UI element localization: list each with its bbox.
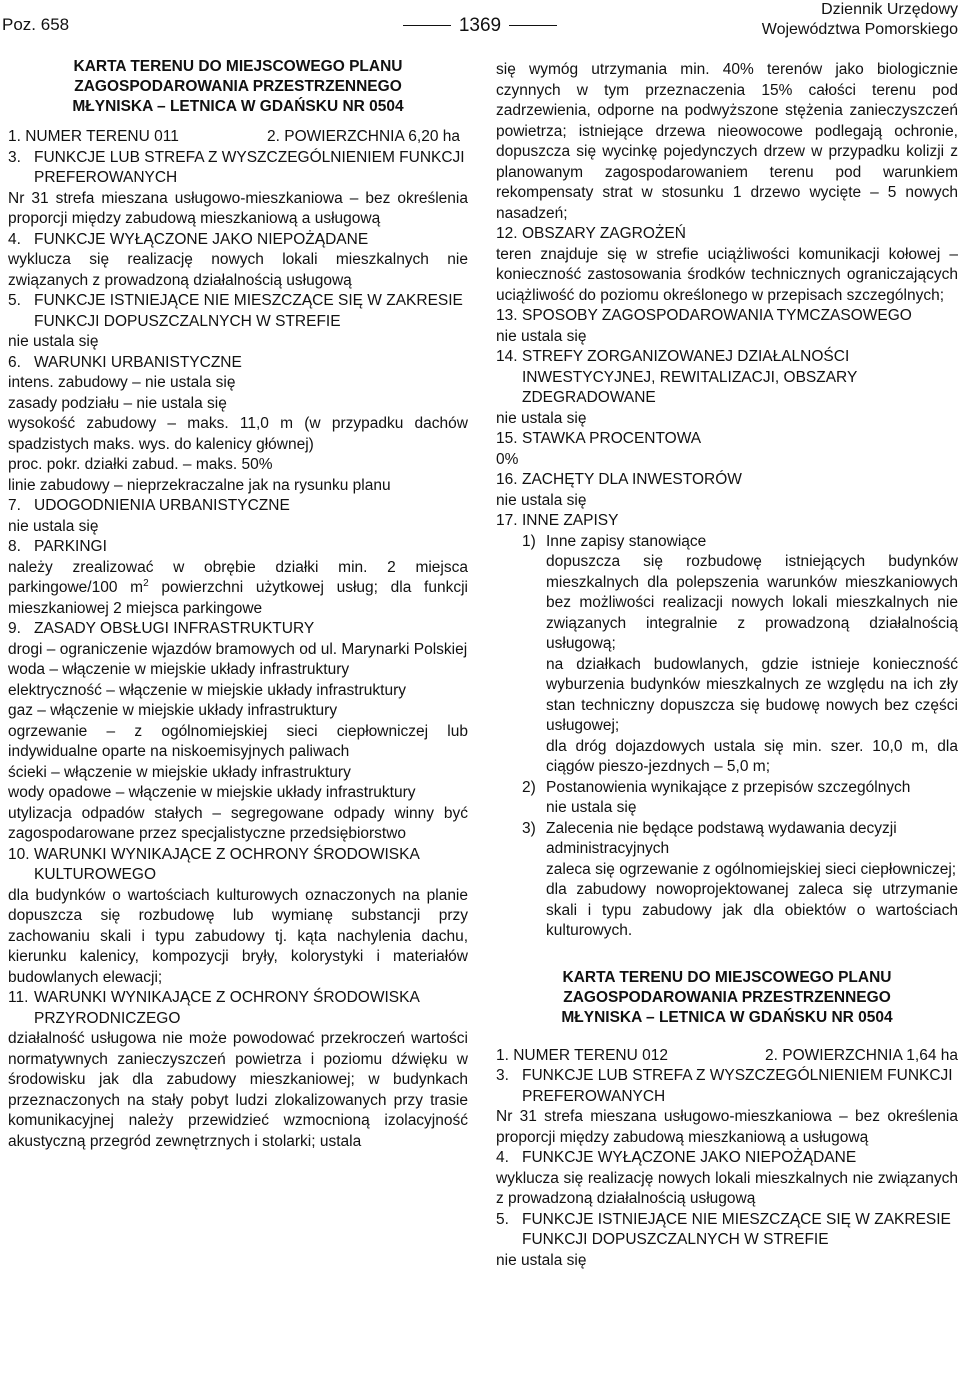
item-3: 3. FUNKCJE LUB STREFA Z WYSZCZEGÓLNIENIEM FUNKCJI PREFEROWANYCH Nr 31 strefa mieszana usługowo-mieszkaniowa – bez określenia proporcji między zabudową mieszkaniową a usługową bbox=[8, 148, 468, 227]
item-3-second: 3. FUNKCJE LUB STREFA Z WYSZCZEGÓLNIENIEM FUNKCJI PREFEROWANYCH Nr 31 strefa mieszana usługowo-mieszkaniowa – bez określenia proporcji między zabudową mieszkaniową a usługową bbox=[496, 1067, 958, 1146]
item-10: 10. WARUNKI WYNIKAJĄCE Z OCHRONY ŚRODOWISKA KULTUROWEGO dla budynków o wartościach kulturowych oznaczonych na planie dopuszcza się rozbudowę lub wymianę substancji przy zachowaniu skali i typu zabudowy tj. kąta nachylenia dachu, kierunku kalenicy, kompozycji bryły, kolorystyki i materiałów budowlanych elewacji; bbox=[8, 845, 468, 986]
item-14: 14. STREFY ZORGANIZOWANEJ DZIAŁALNOŚCI INWESTYCYJNEJ, REWITALIZACJI, OBSZARY ZDEGRADOWANE nie ustala się bbox=[496, 348, 858, 427]
item-17-sub-3: 3) Zalecenia nie będące podstawą wydawania decyzji administracyjnych zaleca się ogrzewanie z ogólnomiejskiej sieci ciepłowniczej; dla zabudowy nowoprojektowanej zaleca się utrzymanie skali i typu zabudowy jak dla obiektów o wartościach kulturowych. bbox=[522, 819, 958, 939]
item-5: 5. FUNKCJE ISTNIEJĄCE NIE MIESZCZĄCE SIĘ W ZAKRESIE FUNKCJI DOPUSZCZALNYCH W STREFIE nie ustala się bbox=[8, 292, 463, 350]
item-17: 17. INNE ZAPISY 1) Inne zapisy stanowiące dopuszcza się rozbudowę istniejących budynków mieszkalnych dla polepszenia warunków mieszkaniowych bez możliwości realizacji nowych lokali mieszkalnych nie związanych integralnie z prowadzoną działalnością usługową; na działkach budowlanych, gdzie istnieje konieczność wyburzenia budynków mieszkalnych ze względu na ich zły stan techniczny dopuszcza się budowę nowych bez części usługowej; dla dróg dojazdowych ustala się min. szer. 10,0 m, dla ciągów pieszo-jezdnych – 5,0 m; 2) Postanowienia wynikające z przepisów szczególnych nie ustala się 3) Zalecenia nie będące podstawą wydawania decyzji administracyjnych zaleca się ogrzewanie z ogólnomiejskiej sieci ciepłowniczej; dla zabudowy nowoprojektowanej zaleca się utrzymanie skali i typu zabudowy jak dla obiektów o wartościach kulturowych. bbox=[496, 511, 958, 942]
item-9: 9. ZASADY OBSŁUGI INFRASTRUKTURY drogi – ograniczenie wjazdów bramowych od ul. Marynarki Polskiej woda – włączenie w miejskie układy infrastruktury elektryczność – włączenie w miejskie układy infrastruktury gaz – włączenie w miejskie układy infrastruktury ogrzewanie – z ogólnomiejskiej sieci ciepłowniczej lub indywidualne oparte na niskoemisyjnych paliwach ścieki – włączenie w miejskie układy infrastruktury wody opadowe – włączenie w miejskie układy infrastruktury utylizacja odpadów stałych – segregowane odpady winny być zagospodarowane przez specjalistyczne przedsiębiorstwo bbox=[8, 620, 468, 842]
right-column bbox=[496, 60, 958, 1271]
page-header bbox=[0, 0, 960, 44]
item-5-second: 5. FUNKCJE ISTNIEJĄCE NIE MIESZCZĄCE SIĘ W ZAKRESIE FUNKCJI DOPUSZCZALNYCH W STREFIE nie ustala się bbox=[496, 1210, 951, 1269]
item-2-second: 2. POWIERZCHNIA 1,64 ha bbox=[765, 1046, 958, 1064]
item-2: 2. POWIERZCHNIA 6,20 ha bbox=[267, 128, 460, 145]
item-4: 4. FUNKCJE WYŁĄCZONE JAKO NIEPOŻĄDANE wyklucza się realizację nowych lokali mieszkalnych nie związanych z prowadzoną działalnością usługową bbox=[8, 230, 468, 289]
item-4-second: 4. FUNKCJE WYŁĄCZONE JAKO NIEPOŻĄDANE wyklucza się realizację nowych lokali mieszkalnych nie związanych z prowadzoną działalnością usługową bbox=[496, 1149, 958, 1207]
item-17-sub-1: 1) Inne zapisy stanowiące dopuszcza się rozbudowę istniejących budynków mieszkalnych dla polepszenia warunków mieszkaniowych bez możliwości realizacji nowych lokali mieszkalnych nie związanych integralnie z prowadzoną działalnością usługową; na działkach budowlanych, gdzie istnieje konieczność wyburzenia budynków mieszkalnych ze względu na ich zły stan techniczny dopuszcza się budowę nowych bez części usługowej; dla dróg dojazdowych ustala się min. szer. 10,0 m, dla ciągów pieszo-jezdnych – 5,0 m; bbox=[522, 532, 958, 775]
item-1-2-second bbox=[496, 1046, 958, 1067]
item-11: 11. WARUNKI WYNIKAJĄCE Z OCHRONY ŚRODOWISKA PRZYRODNICZEGO działalność usługowa nie może powodować przekroczeń wartości normatywnych zanieczyszczeń powietrza i poziomu dźwięku w środowisku jak dla zabudowy mieszkaniowej; w budynkach przeznaczonych na stały pobyt ludzi zlokalizowanych przy trasie komunikacyjnej należy przewidzieć wzmocnioną izolacyjność akustyczną przegród zewnętrznych i stolarki; ustala bbox=[8, 989, 468, 1150]
item-17-sub-2: 2) Postanowienia wynikające z przepisów szczególnych nie ustala się bbox=[522, 778, 911, 816]
item-1-second: 1. NUMER TERENU 012 bbox=[496, 1046, 668, 1064]
item-1: 1. NUMER TERENU 011 bbox=[8, 128, 179, 145]
item-12: 12. OBSZARY ZAGROŻEŃ teren znajduje się w strefie uciążliwości komunikacji kołowej – konieczność zastosowania środków technicznych ograniczających uciążliwość do poziomu określonego w przepisach szczególnych; bbox=[496, 225, 958, 304]
item-7: 7. UDOGODNIENIA URBANISTYCZNE nie ustala się bbox=[8, 497, 290, 535]
page-number: 1369 bbox=[0, 15, 960, 37]
item-13: 13. SPOSOBY ZAGOSPODAROWANIA TYMCZASOWEGO nie ustala się bbox=[496, 307, 912, 345]
position-number: Poz. 658 bbox=[2, 15, 70, 34]
journal-name: Dziennik Urzędowy Województwa Pomorskiego bbox=[761, 1, 958, 38]
item-1-2 bbox=[8, 127, 468, 148]
item-11-continued: się wymóg utrzymania min. 40% terenów jako biologicznie czynnych w tym przeznaczenia 15% całości terenu pod zadrzewienia, odporne na podwyższone stężenia zanieczyszczeń powietrza; istniejące drzewa nieowocowe podlegają ochronie, dopuszcza się wycinkę pojedynczych drzew w przypadku kolizji z planowanym zagospodarowaniem terenu pod warunkiem rekompensaty strat w stosunku 1 drzewo wycięte – 5 nowych nasadzeń; bbox=[496, 61, 958, 222]
item-15: 15. STAWKA PROCENTOWA 0% bbox=[496, 430, 702, 468]
item-6: 6. WARUNKI URBANISTYCZNE intens. zabudowy – nie ustala się zasady podziału – nie ustala się wysokość zabudowy – maks. 11,0 m (w przypadku dachów spadzistych maks. wys. do kalenicy głównej) proc. pokr. działki zabud. – maks. 50% linie zabudowy – nieprzekraczalne jak na rysunku planu bbox=[8, 353, 468, 494]
card-title-2: KARTA TERENU DO MIEJSCOWEGO PLANU ZAGOSPODAROWANIA PRZESTRZENNEGO MŁYNISKA – LETNICA W GDAŃSKU NR 0504 bbox=[561, 968, 893, 1026]
item-8: 8. PARKINGI należy zrealizować w obrębie działki min. 2 miejsca parkingowe/100 $m^2$ powierzchni użytkowej usług; dla funkcji mieszkaniowej 2 miejsca parkingowe bbox=[8, 538, 468, 617]
item-16: 16. ZACHĘTY DLA INWESTORÓW nie ustala się bbox=[496, 471, 742, 509]
card-title: KARTA TERENU DO MIEJSCOWEGO PLANU ZAGOSPODAROWANIA PRZESTRZENNEGO MŁYNISKA – LETNICA W GDAŃSKU NR 0504 bbox=[72, 58, 404, 115]
left-column bbox=[8, 57, 468, 1152]
